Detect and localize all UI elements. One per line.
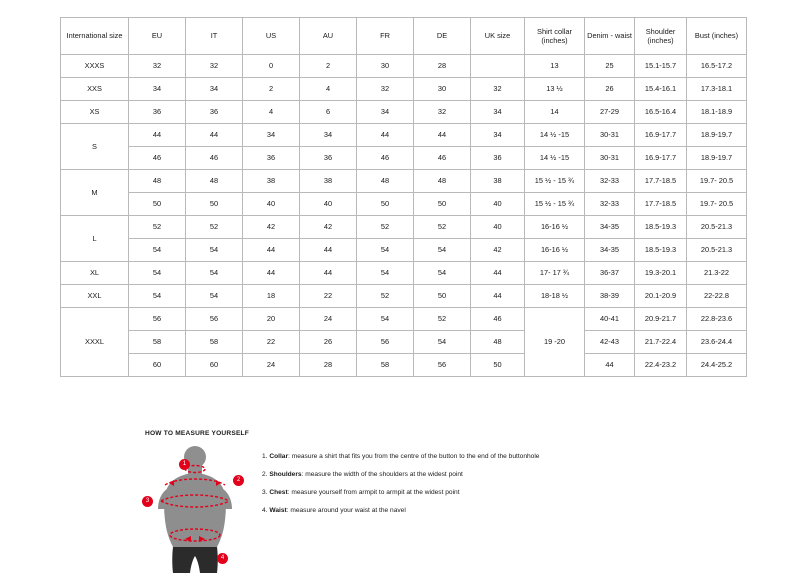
cell-bust: 17.3-18.1 (687, 78, 747, 101)
cell-eu: 54 (129, 285, 186, 308)
cell-size: XS (61, 101, 129, 124)
measure-instructions (250, 443, 765, 525)
cell-au: 44 (300, 239, 357, 262)
cell-bust: 16.5-17.2 (687, 55, 747, 78)
cell-fr: 48 (357, 170, 414, 193)
instruction-term: Chest (269, 488, 288, 496)
cell-us: 36 (243, 147, 300, 170)
cell-fr: 54 (357, 308, 414, 331)
cell-bust: 20.5-21.3 (687, 216, 747, 239)
table-header-row (61, 18, 747, 55)
cell-us: 24 (243, 354, 300, 377)
instruction-text: : measure yourself from armpit to armpit at the widest point (287, 488, 460, 496)
column-header-bust: Bust (inches) (687, 18, 747, 55)
cell-au: 24 (300, 308, 357, 331)
cell-size: XXXS (61, 55, 129, 78)
cell-de: 48 (414, 170, 471, 193)
instruction-number: 4. (262, 506, 268, 514)
cell-au: 6 (300, 101, 357, 124)
table-row (61, 101, 747, 124)
table-row (61, 124, 747, 147)
cell-fr: 58 (357, 354, 414, 377)
cell-uk: 36 (471, 147, 525, 170)
column-header-it: IT (186, 18, 243, 55)
cell-de: 54 (414, 239, 471, 262)
cell-collar: 16-16 ½ (525, 216, 585, 239)
cell-collar: 15 ½ - 15 ¾ (525, 193, 585, 216)
cell-denim: 34-35 (585, 216, 635, 239)
cell-bust: 22-22.8 (687, 285, 747, 308)
cell-collar: 18-18 ½ (525, 285, 585, 308)
cell-denim: 30-31 (585, 147, 635, 170)
cell-bust: 24.4-25.2 (687, 354, 747, 377)
cell-size: XXL (61, 285, 129, 308)
cell-denim: 34-35 (585, 239, 635, 262)
cell-bust: 19.7- 20.5 (687, 170, 747, 193)
cell-uk (471, 55, 525, 78)
cell-de: 32 (414, 101, 471, 124)
cell-it: 50 (186, 193, 243, 216)
table-row (61, 262, 747, 285)
cell-au: 34 (300, 124, 357, 147)
cell-us: 38 (243, 170, 300, 193)
cell-it: 32 (186, 55, 243, 78)
instruction-item-chest (262, 489, 765, 498)
marker-3-chest: 3 (142, 496, 153, 507)
cell-bust: 19.7- 20.5 (687, 193, 747, 216)
cell-us: 2 (243, 78, 300, 101)
instruction-term: Waist (269, 506, 287, 514)
size-table-container (60, 17, 739, 377)
cell-de: 44 (414, 124, 471, 147)
cell-au: 28 (300, 354, 357, 377)
cell-collar: 14 ½ -15 (525, 124, 585, 147)
cell-fr: 52 (357, 216, 414, 239)
cell-shoulder: 21.7-22.4 (635, 331, 687, 354)
instruction-term: Shoulders (269, 470, 302, 478)
cell-denim: 26 (585, 78, 635, 101)
cell-uk: 40 (471, 193, 525, 216)
instruction-number: 1. (262, 453, 268, 460)
cell-uk: 40 (471, 216, 525, 239)
cell-collar: 19 -20 (525, 308, 585, 377)
cell-uk: 38 (471, 170, 525, 193)
cell-denim: 30-31 (585, 124, 635, 147)
cell-denim: 36-37 (585, 262, 635, 285)
cell-shoulder: 16.9-17.7 (635, 147, 687, 170)
cell-it: 36 (186, 101, 243, 124)
cell-uk: 46 (471, 308, 525, 331)
cell-denim: 32-33 (585, 170, 635, 193)
cell-bust: 18.9-19.7 (687, 147, 747, 170)
cell-shoulder: 15.1-15.7 (635, 55, 687, 78)
instruction-item-shoulders (262, 471, 765, 480)
cell-denim: 44 (585, 354, 635, 377)
cell-au: 2 (300, 55, 357, 78)
cell-bust: 18.1-18.9 (687, 101, 747, 124)
cell-it: 54 (186, 285, 243, 308)
cell-shoulder: 15.4-16.1 (635, 78, 687, 101)
cell-uk: 34 (471, 124, 525, 147)
cell-bust: 18.9-19.7 (687, 124, 747, 147)
column-header-denim-waist: Denim - waist (585, 18, 635, 55)
table-row (61, 170, 747, 193)
table-row (61, 216, 747, 239)
cell-au: 44 (300, 262, 357, 285)
cell-eu: 32 (129, 55, 186, 78)
cell-eu: 48 (129, 170, 186, 193)
cell-uk: 48 (471, 331, 525, 354)
cell-de: 54 (414, 262, 471, 285)
cell-eu: 60 (129, 354, 186, 377)
cell-de: 50 (414, 193, 471, 216)
table-row (61, 193, 747, 216)
cell-shoulder: 18.5-19.3 (635, 216, 687, 239)
cell-shoulder: 17.7-18.5 (635, 193, 687, 216)
cell-shoulder: 16.5-16.4 (635, 101, 687, 124)
instruction-number: 2. (262, 470, 268, 478)
cell-denim: 40-41 (585, 308, 635, 331)
instruction-term: Collar (269, 453, 289, 460)
table-row (61, 239, 747, 262)
cell-size: XXXL (61, 308, 129, 377)
cell-de: 52 (414, 216, 471, 239)
cell-de: 46 (414, 147, 471, 170)
cell-size: M (61, 170, 129, 216)
cell-au: 22 (300, 285, 357, 308)
cell-size: XXS (61, 78, 129, 101)
instruction-text: : measure around your waist at the navel (286, 506, 406, 514)
cell-fr: 54 (357, 239, 414, 262)
cell-uk: 42 (471, 239, 525, 262)
table-row (61, 308, 747, 331)
cell-bust: 23.6-24.4 (687, 331, 747, 354)
column-header-au: AU (300, 18, 357, 55)
cell-it: 54 (186, 239, 243, 262)
cell-bust: 22.8-23.6 (687, 308, 747, 331)
cell-it: 46 (186, 147, 243, 170)
column-header-de: DE (414, 18, 471, 55)
instruction-item-waist (262, 507, 765, 516)
cell-de: 30 (414, 78, 471, 101)
table-row (61, 331, 747, 354)
cell-us: 44 (243, 262, 300, 285)
cell-uk: 44 (471, 262, 525, 285)
cell-fr: 32 (357, 78, 414, 101)
cell-it: 44 (186, 124, 243, 147)
table-row (61, 285, 747, 308)
cell-eu: 36 (129, 101, 186, 124)
cell-collar: 14 (525, 101, 585, 124)
column-header-international-size: International size (61, 18, 129, 55)
cell-au: 40 (300, 193, 357, 216)
cell-denim: 38-39 (585, 285, 635, 308)
cell-bust: 21.3-22 (687, 262, 747, 285)
column-header-us: US (243, 18, 300, 55)
cell-us: 22 (243, 331, 300, 354)
cell-eu: 58 (129, 331, 186, 354)
cell-fr: 44 (357, 124, 414, 147)
cell-collar: 15 ½ - 15 ¾ (525, 170, 585, 193)
cell-shoulder: 22.4-23.2 (635, 354, 687, 377)
cell-collar: 13 ½ (525, 78, 585, 101)
table-row (61, 147, 747, 170)
cell-collar: 13 (525, 55, 585, 78)
cell-fr: 56 (357, 331, 414, 354)
table-row (61, 354, 747, 377)
marker-4-waist: 4 (217, 553, 228, 564)
cell-it: 54 (186, 262, 243, 285)
cell-us: 34 (243, 124, 300, 147)
cell-size: XL (61, 262, 129, 285)
how-to-measure-body (145, 443, 765, 573)
cell-de: 28 (414, 55, 471, 78)
torso-figure (145, 443, 250, 573)
cell-denim: 32-33 (585, 193, 635, 216)
cell-eu: 54 (129, 239, 186, 262)
cell-us: 4 (243, 101, 300, 124)
cell-eu: 56 (129, 308, 186, 331)
cell-it: 56 (186, 308, 243, 331)
how-to-measure-section (145, 430, 765, 573)
cell-de: 56 (414, 354, 471, 377)
cell-uk: 34 (471, 101, 525, 124)
cell-uk: 44 (471, 285, 525, 308)
cell-au: 36 (300, 147, 357, 170)
cell-collar: 17- 17 ¾ (525, 262, 585, 285)
torso-illustration-svg (145, 443, 250, 573)
cell-eu: 34 (129, 78, 186, 101)
cell-shoulder: 16.9-17.7 (635, 124, 687, 147)
cell-us: 0 (243, 55, 300, 78)
table-row (61, 78, 747, 101)
instruction-item-collar (262, 453, 765, 462)
cell-eu: 52 (129, 216, 186, 239)
cell-us: 20 (243, 308, 300, 331)
cell-denim: 25 (585, 55, 635, 78)
cell-it: 48 (186, 170, 243, 193)
cell-uk: 50 (471, 354, 525, 377)
cell-us: 44 (243, 239, 300, 262)
cell-au: 26 (300, 331, 357, 354)
cell-fr: 52 (357, 285, 414, 308)
column-header-shirt-collar: Shirt collar (inches) (525, 18, 585, 55)
table-header (61, 18, 747, 55)
cell-de: 54 (414, 331, 471, 354)
cell-shoulder: 18.5-19.3 (635, 239, 687, 262)
cell-eu: 54 (129, 262, 186, 285)
size-table (60, 17, 747, 377)
cell-fr: 46 (357, 147, 414, 170)
cell-size: S (61, 124, 129, 170)
cell-shoulder: 20.9-21.7 (635, 308, 687, 331)
cell-fr: 34 (357, 101, 414, 124)
column-header-uk-size: UK size (471, 18, 525, 55)
marker-1-collar: 1 (179, 459, 190, 470)
cell-us: 40 (243, 193, 300, 216)
marker-2-shoulders: 2 (233, 475, 244, 486)
instruction-number: 3. (262, 488, 268, 496)
cell-de: 50 (414, 285, 471, 308)
cell-us: 18 (243, 285, 300, 308)
table-row (61, 55, 747, 78)
cell-it: 34 (186, 78, 243, 101)
cell-au: 42 (300, 216, 357, 239)
cell-us: 42 (243, 216, 300, 239)
cell-eu: 44 (129, 124, 186, 147)
cell-fr: 50 (357, 193, 414, 216)
instruction-text: : measure the width of the shoulders at the widest point (301, 470, 463, 478)
cell-fr: 30 (357, 55, 414, 78)
cell-eu: 46 (129, 147, 186, 170)
cell-fr: 54 (357, 262, 414, 285)
cell-collar: 16-16 ½ (525, 239, 585, 262)
cell-uk: 32 (471, 78, 525, 101)
column-header-shoulder: Shoulder (inches) (635, 18, 687, 55)
cell-au: 4 (300, 78, 357, 101)
cell-shoulder: 20.1-20.9 (635, 285, 687, 308)
cell-denim: 42-43 (585, 331, 635, 354)
cell-de: 52 (414, 308, 471, 331)
cell-eu: 50 (129, 193, 186, 216)
cell-it: 58 (186, 331, 243, 354)
cell-it: 60 (186, 354, 243, 377)
cell-shoulder: 17.7-18.5 (635, 170, 687, 193)
how-to-measure-title: HOW TO MEASURE YOURSELF (145, 430, 250, 437)
table-body (61, 55, 747, 377)
cell-bust: 20.5-21.3 (687, 239, 747, 262)
cell-au: 38 (300, 170, 357, 193)
cell-it: 52 (186, 216, 243, 239)
cell-collar: 14 ½ -15 (525, 147, 585, 170)
column-header-eu: EU (129, 18, 186, 55)
cell-shoulder: 19.3-20.1 (635, 262, 687, 285)
cell-size: L (61, 216, 129, 262)
instruction-text: : measure a shirt that fits you from the centre of the button to the end of the buttonhole (288, 453, 540, 460)
column-header-fr: FR (357, 18, 414, 55)
cell-denim: 27-29 (585, 101, 635, 124)
